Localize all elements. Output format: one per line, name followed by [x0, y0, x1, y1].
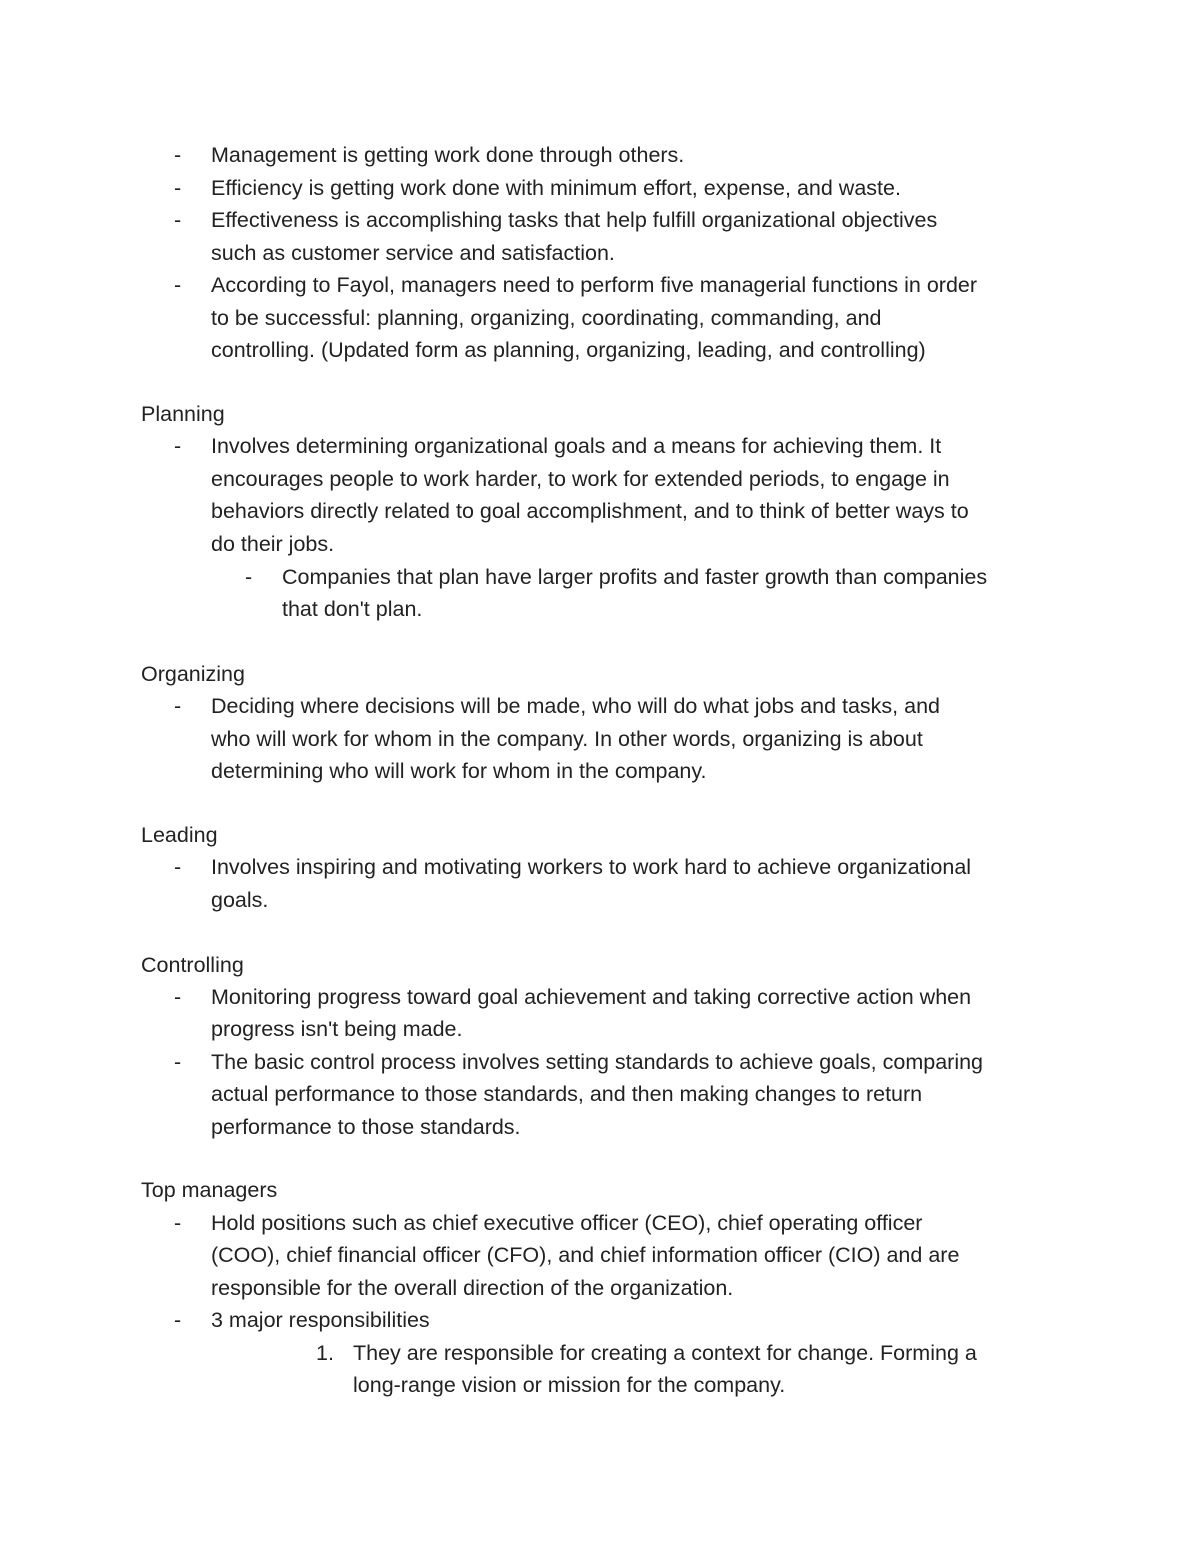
list-item-text: According to Fayol, managers need to perform five managerial functions in order: [211, 273, 978, 297]
bullet-dash: -: [174, 273, 182, 297]
list-item-text: encourages people to work harder, to work for extended periods, to engage in: [211, 467, 950, 491]
section-heading-top-managers: Top managers: [141, 1178, 278, 1202]
list-item-text: Effectiveness is accomplishing tasks that help fulfill organizational objectives: [211, 208, 938, 232]
list-item-text: actual performance to those standards, and then making changes to return: [211, 1082, 923, 1106]
list-item-text: Involves inspiring and motivating workers to work hard to achieve organizational: [211, 855, 972, 879]
list-item-text: progress isn't being made.: [211, 1017, 463, 1041]
list-item-text: who will work for whom in the company. In other words, organizing is about: [211, 727, 923, 751]
list-item-text: (COO), chief financial officer (CFO), and chief information officer (CIO) and are: [211, 1243, 960, 1267]
section-heading-leading: Leading: [141, 823, 218, 847]
list-item-text: to be successful: planning, organizing, coordinating, commanding, and: [211, 306, 882, 330]
bullet-dash: -: [174, 1211, 182, 1235]
list-item-text: goals.: [211, 888, 269, 912]
bullet-dash: -: [174, 1308, 182, 1332]
numbered-item-text: They are responsible for creating a context for change. Forming a: [353, 1341, 977, 1365]
list-item-text: do their jobs.: [211, 532, 335, 556]
bullet-dash: -: [174, 855, 182, 879]
section-heading-controlling: Controlling: [141, 953, 244, 977]
list-item-text: 3 major responsibilities: [211, 1308, 430, 1332]
list-item-text: Efficiency is getting work done with minimum effort, expense, and waste.: [211, 176, 901, 200]
bullet-dash: -: [174, 143, 182, 167]
numbered-item-marker: 1.: [316, 1341, 334, 1365]
list-item-text: performance to those standards.: [211, 1115, 521, 1139]
section-heading-organizing: Organizing: [141, 662, 245, 686]
sub-bullet-dash: -: [245, 565, 253, 589]
section-heading-planning: Planning: [141, 402, 225, 426]
list-item-text: Deciding where decisions will be made, who will do what jobs and tasks, and: [211, 694, 940, 718]
bullet-dash: -: [174, 1050, 182, 1074]
list-item-text: determining who will work for whom in the company.: [211, 759, 707, 783]
sub-list-item-text: that don't plan.: [282, 597, 423, 621]
list-item-text: Involves determining organizational goals and a means for achieving them. It: [211, 434, 942, 458]
bullet-dash: -: [174, 694, 182, 718]
bullet-dash: -: [174, 985, 182, 1009]
list-item-text: such as customer service and satisfaction.: [211, 241, 615, 265]
sub-list-item-text: Companies that plan have larger profits and faster growth than companies: [282, 565, 988, 589]
list-item-text: responsible for the overall direction of the organization.: [211, 1276, 734, 1300]
list-item-text: behaviors directly related to goal accomplishment, and to think of better ways to: [211, 499, 969, 523]
bullet-dash: -: [174, 208, 182, 232]
list-item-text: Hold positions such as chief executive officer (CEO), chief operating officer: [211, 1211, 923, 1235]
list-item-text: Management is getting work done through others.: [211, 143, 685, 167]
list-item-text: controlling. (Updated form as planning, organizing, leading, and controlling): [211, 338, 926, 362]
list-item-text: Monitoring progress toward goal achievement and taking corrective action when: [211, 985, 972, 1009]
numbered-item-text: long-range vision or mission for the company.: [353, 1373, 786, 1397]
bullet-dash: -: [174, 434, 182, 458]
bullet-dash: -: [174, 176, 182, 200]
list-item-text: The basic control process involves setting standards to achieve goals, comparing: [211, 1050, 984, 1074]
